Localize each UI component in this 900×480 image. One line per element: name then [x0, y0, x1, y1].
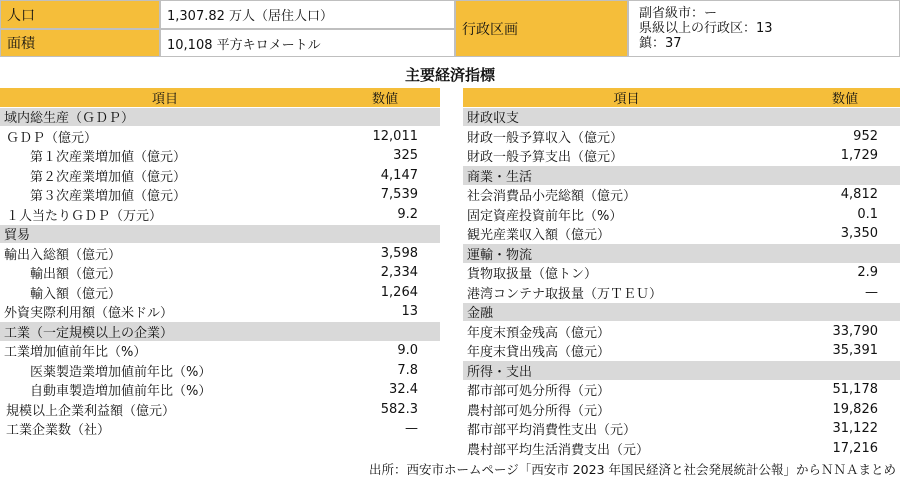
category-row: [0, 225, 440, 245]
table-row: [0, 205, 440, 225]
category-row: [463, 108, 900, 128]
header-value: 数値: [831, 91, 858, 107]
item-value: 9.0: [397, 343, 418, 359]
table-row: [0, 166, 440, 186]
item-value: 582.3: [380, 401, 418, 417]
source-note: 出所：西安市ホームページ「西安市 2023 年国民経済と社会発展統計公報」からＮＮＡまとめ: [368, 462, 896, 477]
item-value: 0.1: [857, 206, 878, 222]
table-row: [463, 127, 900, 147]
admin-label: 行政区画: [455, 0, 628, 57]
item-value: 12,011: [372, 128, 418, 144]
table-row: [0, 283, 440, 303]
population-label: 人口: [0, 0, 160, 29]
header-value: 数値: [371, 91, 398, 107]
category-row: [463, 244, 900, 264]
table-row: [463, 264, 900, 284]
category-label: 貿易: [4, 228, 31, 244]
item-value: 33,790: [832, 323, 878, 339]
table-row: [463, 225, 900, 245]
item-label: 医薬製造業増加値前年比（%）: [30, 364, 212, 380]
table-row: [0, 342, 440, 362]
table-row: [463, 439, 900, 459]
item-value: 3,350: [840, 226, 878, 242]
item-label: 工業企業数（社）: [6, 423, 111, 439]
table-row: [0, 420, 440, 440]
item-label: 農村部平均生活消費支出（元）: [467, 442, 650, 458]
item-label: 都市部平均消費性支出（元）: [467, 423, 637, 439]
item-label: 港湾コンテナ取扱量（万ＴＥＵ）: [467, 286, 663, 302]
item-label: 年度末預金残高（億元）: [467, 325, 611, 341]
item-label: 第２次産業増加値（億元）: [30, 169, 187, 185]
item-value: 13: [401, 304, 418, 320]
item-label: 都市部可処分所得（元）: [467, 384, 611, 400]
category-row: [0, 108, 440, 128]
category-label: 域内総生産（ＧＤＰ）: [4, 111, 135, 127]
item-label: 輸出入総額（億元）: [4, 247, 122, 263]
item-value: 51,178: [832, 382, 878, 398]
item-label: 輸入額（億元）: [30, 286, 122, 302]
item-label: 自動車製造増加値前年比（%）: [30, 384, 212, 400]
table-row: [0, 244, 440, 264]
table-header: [463, 88, 900, 108]
item-value: 952: [853, 128, 878, 144]
category-row: [0, 322, 440, 342]
item-value: 31,122: [832, 421, 878, 437]
table-row: [0, 303, 440, 323]
table-row: [463, 381, 900, 401]
table-header: [0, 88, 440, 108]
item-value: 3,598: [380, 245, 418, 261]
item-value: 35,391: [832, 343, 878, 359]
table-row: [0, 400, 440, 420]
header-item: 項目: [613, 91, 640, 107]
area-label: 面積: [0, 29, 160, 57]
item-value: 4,147: [380, 167, 418, 183]
item-label: 工業増加値前年比（%）: [4, 345, 147, 361]
item-label: 年度末貸出残高（億元）: [467, 345, 611, 361]
item-value: 1,729: [840, 148, 878, 164]
item-value: 7,539: [380, 187, 418, 203]
admin-line: 鎮：37: [639, 36, 682, 51]
item-value: 2,334: [380, 265, 418, 281]
header-item: 項目: [151, 91, 178, 107]
item-label: 外資実際利用額（億米ドル）: [4, 306, 174, 322]
table-row: [0, 186, 440, 206]
left-indicator-table: [0, 88, 440, 439]
item-label: 農村部可処分所得（元）: [467, 403, 611, 419]
item-value: 32.4: [389, 382, 418, 398]
table-row: [463, 147, 900, 167]
item-value: 7.8: [397, 362, 418, 378]
category-label: 金融: [467, 306, 494, 322]
category-label: 所得・支出: [467, 364, 533, 380]
right-indicator-table: [463, 88, 900, 459]
item-label: 第１次産業増加値（億元）: [30, 150, 187, 166]
area-value: 10,108 平方キロメートル: [160, 29, 455, 57]
admin-line: 県級以上の行政区：13: [639, 21, 773, 36]
table-row: [0, 264, 440, 284]
category-label: 財政収支: [467, 111, 520, 127]
item-label: 観光産業収入額（億元）: [467, 228, 611, 244]
item-value: 2.9: [857, 265, 878, 281]
item-label: 輸出額（億元）: [30, 267, 122, 283]
item-label: 財政一般予算支出（億元）: [467, 150, 624, 166]
table-row: [463, 322, 900, 342]
table-row: [0, 147, 440, 167]
table-row: [463, 205, 900, 225]
section-title: 主要経済指標: [404, 66, 495, 84]
table-row: [463, 420, 900, 440]
item-label: 財政一般予算収入（億元）: [467, 130, 624, 146]
item-value: 325: [393, 148, 418, 164]
category-label: 商業・生活: [467, 169, 533, 185]
admin-line: 副省級市：ー: [639, 6, 718, 21]
admin-value: [628, 0, 900, 57]
item-value: 19,826: [832, 401, 878, 417]
item-label: 規模以上企業利益額（億元）: [6, 403, 176, 419]
table-row: [463, 186, 900, 206]
category-label: 運輸・物流: [467, 247, 533, 263]
category-row: [463, 166, 900, 186]
item-label: 貨物取扱量（億トン）: [467, 267, 598, 283]
item-value: 17,216: [832, 440, 878, 456]
item-label: ＧＤＰ（億元）: [6, 130, 98, 146]
table-row: [0, 127, 440, 147]
item-value: 9.2: [397, 206, 418, 222]
table-row: [0, 381, 440, 401]
table-row: [463, 283, 900, 303]
table-row: [463, 342, 900, 362]
item-value: 1,264: [380, 284, 418, 300]
item-label: 社会消費品小売総額（億元）: [467, 189, 637, 205]
category-row: [463, 303, 900, 323]
table-row: [0, 361, 440, 381]
overview-table: [0, 0, 900, 57]
item-value: —: [405, 421, 418, 437]
item-value: —: [865, 284, 878, 300]
population-value: 1,307.82 万人（居住人口）: [160, 0, 455, 29]
category-row: [463, 361, 900, 381]
item-label: 第３次産業増加値（億元）: [30, 189, 187, 205]
item-label: 固定資産投資前年比（%）: [467, 208, 623, 224]
category-label: 工業（一定規模以上の企業）: [4, 325, 174, 341]
table-row: [463, 400, 900, 420]
item-value: 4,812: [840, 187, 878, 203]
item-label: １人当たりＧＤＰ（万元）: [6, 208, 163, 224]
